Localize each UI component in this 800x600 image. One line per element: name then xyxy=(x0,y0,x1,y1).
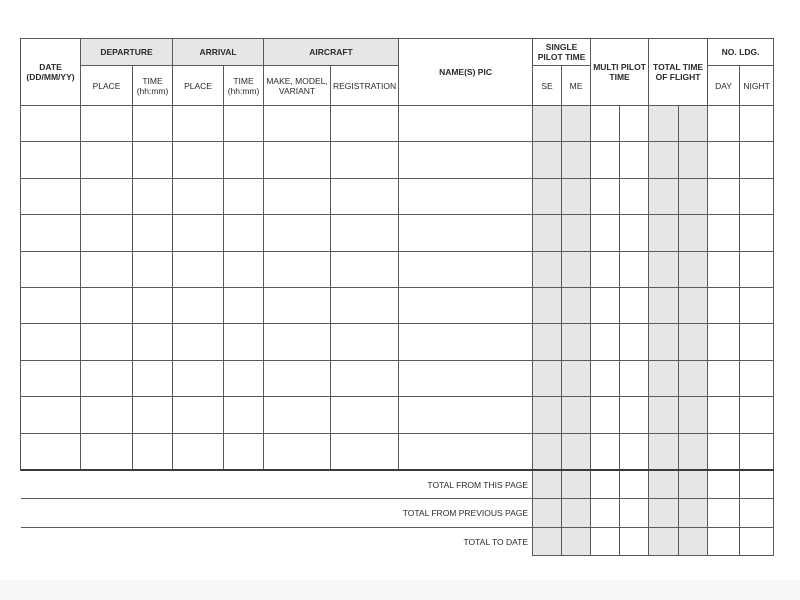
total-flight-cell[interactable] xyxy=(649,251,679,287)
me-cell[interactable] xyxy=(562,324,591,360)
arrival-place-cell[interactable] xyxy=(173,287,224,323)
me-cell[interactable] xyxy=(562,287,591,323)
multi-pilot-cell[interactable] xyxy=(620,215,649,251)
arrival-time-cell[interactable] xyxy=(224,360,264,396)
date-cell[interactable] xyxy=(21,397,81,433)
se-cell[interactable] xyxy=(533,142,562,178)
night-ldg-cell[interactable] xyxy=(740,106,774,142)
pic-name-cell[interactable] xyxy=(399,287,533,323)
se-cell[interactable] xyxy=(533,360,562,396)
day-ldg-cell[interactable] xyxy=(708,324,740,360)
me-cell[interactable] xyxy=(562,433,591,470)
arrival-time-cell[interactable] xyxy=(224,142,264,178)
total-previous-page-row xyxy=(21,499,774,527)
sum-cell[interactable] xyxy=(740,527,774,555)
multi-pilot-time-header: MULTI PILOT TIME xyxy=(591,39,649,106)
pic-name-cell[interactable] xyxy=(399,106,533,142)
blank-area xyxy=(21,499,399,527)
me-cell[interactable] xyxy=(562,178,591,214)
total-flight-cell[interactable] xyxy=(649,215,679,251)
registration-cell[interactable] xyxy=(331,287,399,323)
total-flight-cell[interactable] xyxy=(679,106,708,142)
sum-cell[interactable] xyxy=(649,470,679,499)
blank-area xyxy=(21,470,399,499)
total-flight-cell[interactable] xyxy=(679,360,708,396)
se-cell[interactable] xyxy=(533,106,562,142)
multi-pilot-cell[interactable] xyxy=(620,360,649,396)
total-previous-page-label: TOTAL FROM PREVIOUS PAGE xyxy=(399,499,533,527)
arrival-time-cell[interactable] xyxy=(224,397,264,433)
date-cell[interactable] xyxy=(21,106,81,142)
multi-pilot-cell[interactable] xyxy=(620,287,649,323)
departure-place-cell[interactable] xyxy=(81,324,133,360)
departure-time-cell[interactable] xyxy=(133,433,173,470)
night-ldg-cell[interactable] xyxy=(740,360,774,396)
logbook-table xyxy=(20,38,774,556)
log-entry-row xyxy=(21,215,774,251)
registration-cell[interactable] xyxy=(331,251,399,287)
make-model-cell[interactable] xyxy=(264,360,331,396)
arrival-place-cell[interactable] xyxy=(173,360,224,396)
sum-cell[interactable] xyxy=(533,470,562,499)
registration-cell[interactable] xyxy=(331,324,399,360)
date-header: DATE (DD/MM/YY) xyxy=(21,39,81,106)
sum-cell[interactable] xyxy=(562,470,591,499)
arrival-time-cell[interactable] xyxy=(224,106,264,142)
registration-cell[interactable] xyxy=(331,106,399,142)
multi-pilot-cell[interactable] xyxy=(591,287,620,323)
sum-cell[interactable] xyxy=(591,527,620,555)
multi-pilot-cell[interactable] xyxy=(620,106,649,142)
total-to-date-label: TOTAL TO DATE xyxy=(399,527,533,555)
sum-cell[interactable] xyxy=(620,527,649,555)
arrival-time-cell[interactable] xyxy=(224,324,264,360)
pic-name-cell[interactable] xyxy=(399,215,533,251)
sum-cell[interactable] xyxy=(679,527,708,555)
total-flight-cell[interactable] xyxy=(679,397,708,433)
departure-place-cell[interactable] xyxy=(81,178,133,214)
me-cell[interactable] xyxy=(562,215,591,251)
sum-cell[interactable] xyxy=(649,527,679,555)
header-row-top xyxy=(21,39,774,66)
arrival-time-cell[interactable] xyxy=(224,215,264,251)
make-model-cell[interactable] xyxy=(264,251,331,287)
me-header: ME xyxy=(562,66,591,106)
make-model-cell[interactable] xyxy=(264,324,331,360)
date-cell[interactable] xyxy=(21,142,81,178)
registration-cell[interactable] xyxy=(331,215,399,251)
departure-place-cell[interactable] xyxy=(81,287,133,323)
day-ldg-cell[interactable] xyxy=(708,178,740,214)
total-to-date-row xyxy=(21,527,774,555)
footer-strip xyxy=(0,580,800,600)
total-this-page-row xyxy=(21,470,774,499)
total-flight-cell[interactable] xyxy=(649,324,679,360)
departure-time-cell[interactable] xyxy=(133,397,173,433)
departure-header: DEPARTURE xyxy=(81,39,173,66)
multi-pilot-cell[interactable] xyxy=(591,142,620,178)
registration-header: REGISTRATION xyxy=(331,66,399,106)
se-cell[interactable] xyxy=(533,397,562,433)
date-cell[interactable] xyxy=(21,287,81,323)
sum-cell[interactable] xyxy=(562,499,591,527)
day-ldg-cell[interactable] xyxy=(708,433,740,470)
departure-place-cell[interactable] xyxy=(81,215,133,251)
me-cell[interactable] xyxy=(562,397,591,433)
total-this-page-label: TOTAL FROM THIS PAGE xyxy=(399,470,533,499)
arrival-place-cell[interactable] xyxy=(173,324,224,360)
pic-name-cell[interactable] xyxy=(399,433,533,470)
date-cell[interactable] xyxy=(21,178,81,214)
date-cell[interactable] xyxy=(21,324,81,360)
arrival-place-header: PLACE xyxy=(173,66,224,106)
aircraft-header: AIRCRAFT xyxy=(264,39,399,66)
arrival-place-cell[interactable] xyxy=(173,106,224,142)
day-ldg-cell[interactable] xyxy=(708,142,740,178)
make-model-cell[interactable] xyxy=(264,287,331,323)
total-flight-cell[interactable] xyxy=(679,178,708,214)
total-flight-cell[interactable] xyxy=(649,142,679,178)
se-cell[interactable] xyxy=(533,215,562,251)
log-entry-row xyxy=(21,251,774,287)
arrival-time-cell[interactable] xyxy=(224,433,264,470)
arrival-place-cell[interactable] xyxy=(173,251,224,287)
sum-cell[interactable] xyxy=(740,499,774,527)
names-pic-header: NAME(S) PIC xyxy=(399,39,533,106)
multi-pilot-cell[interactable] xyxy=(620,433,649,470)
me-cell[interactable] xyxy=(562,106,591,142)
departure-place-cell[interactable] xyxy=(81,360,133,396)
log-entry-row xyxy=(21,287,774,323)
registration-cell[interactable] xyxy=(331,178,399,214)
make-model-cell[interactable] xyxy=(264,433,331,470)
date-cell[interactable] xyxy=(21,215,81,251)
arrival-header: ARRIVAL xyxy=(173,39,264,66)
single-pilot-time-header: SINGLE PILOT TIME xyxy=(533,39,591,66)
departure-place-header: PLACE xyxy=(81,66,133,106)
day-ldg-cell[interactable] xyxy=(708,251,740,287)
multi-pilot-cell[interactable] xyxy=(620,324,649,360)
sum-cell[interactable] xyxy=(620,470,649,499)
multi-pilot-cell[interactable] xyxy=(591,215,620,251)
registration-cell[interactable] xyxy=(331,142,399,178)
pic-name-cell[interactable] xyxy=(399,397,533,433)
day-header: DAY xyxy=(708,66,740,106)
make-model-cell[interactable] xyxy=(264,397,331,433)
sum-cell[interactable] xyxy=(679,499,708,527)
registration-cell[interactable] xyxy=(331,397,399,433)
total-flight-cell[interactable] xyxy=(649,433,679,470)
se-cell[interactable] xyxy=(533,287,562,323)
total-flight-cell[interactable] xyxy=(679,142,708,178)
pic-name-cell[interactable] xyxy=(399,251,533,287)
me-cell[interactable] xyxy=(562,360,591,396)
log-entry-row xyxy=(21,397,774,433)
sum-cell[interactable] xyxy=(679,470,708,499)
log-entry-row xyxy=(21,106,774,142)
multi-pilot-cell[interactable] xyxy=(591,433,620,470)
departure-place-cell[interactable] xyxy=(81,397,133,433)
multi-pilot-cell[interactable] xyxy=(591,106,620,142)
departure-time-cell[interactable] xyxy=(133,360,173,396)
total-flight-cell[interactable] xyxy=(679,251,708,287)
arrival-time-cell[interactable] xyxy=(224,178,264,214)
day-ldg-cell[interactable] xyxy=(708,287,740,323)
se-cell[interactable] xyxy=(533,178,562,214)
multi-pilot-cell[interactable] xyxy=(620,397,649,433)
sum-cell[interactable] xyxy=(708,527,740,555)
se-cell[interactable] xyxy=(533,324,562,360)
blank-area xyxy=(21,527,399,555)
sum-cell[interactable] xyxy=(533,527,562,555)
day-ldg-cell[interactable] xyxy=(708,106,740,142)
night-ldg-cell[interactable] xyxy=(740,178,774,214)
multi-pilot-cell[interactable] xyxy=(591,251,620,287)
departure-place-cell[interactable] xyxy=(81,142,133,178)
multi-pilot-cell[interactable] xyxy=(591,324,620,360)
registration-cell[interactable] xyxy=(331,433,399,470)
make-model-variant-header: MAKE, MODEL, VARIANT xyxy=(264,66,331,106)
sum-cell[interactable] xyxy=(562,527,591,555)
night-ldg-cell[interactable] xyxy=(740,433,774,470)
arrival-place-cell[interactable] xyxy=(173,433,224,470)
log-entry-row xyxy=(21,360,774,396)
log-entry-row xyxy=(21,433,774,470)
departure-time-cell[interactable] xyxy=(133,251,173,287)
night-ldg-cell[interactable] xyxy=(740,324,774,360)
date-cell[interactable] xyxy=(21,251,81,287)
total-flight-cell[interactable] xyxy=(649,360,679,396)
sum-cell[interactable] xyxy=(740,470,774,499)
arrival-place-cell[interactable] xyxy=(173,397,224,433)
log-entry-row xyxy=(21,324,774,360)
registration-cell[interactable] xyxy=(331,360,399,396)
me-cell[interactable] xyxy=(562,251,591,287)
log-entry-row xyxy=(21,178,774,214)
date-cell[interactable] xyxy=(21,433,81,470)
sum-cell[interactable] xyxy=(591,470,620,499)
departure-place-cell[interactable] xyxy=(81,433,133,470)
arrival-place-cell[interactable] xyxy=(173,142,224,178)
total-flight-cell[interactable] xyxy=(679,287,708,323)
se-cell[interactable] xyxy=(533,251,562,287)
departure-time-cell[interactable] xyxy=(133,106,173,142)
total-flight-cell[interactable] xyxy=(679,324,708,360)
multi-pilot-cell[interactable] xyxy=(620,251,649,287)
arrival-time-header: TIME (hh:mm) xyxy=(224,66,264,106)
log-entry-row xyxy=(21,142,774,178)
total-flight-cell[interactable] xyxy=(649,397,679,433)
departure-time-cell[interactable] xyxy=(133,215,173,251)
arrival-time-cell[interactable] xyxy=(224,287,264,323)
night-ldg-cell[interactable] xyxy=(740,397,774,433)
sum-cell[interactable] xyxy=(708,499,740,527)
night-ldg-cell[interactable] xyxy=(740,142,774,178)
make-model-cell[interactable] xyxy=(264,142,331,178)
total-flight-cell[interactable] xyxy=(649,287,679,323)
multi-pilot-cell[interactable] xyxy=(591,360,620,396)
total-flight-cell[interactable] xyxy=(679,215,708,251)
pic-name-cell[interactable] xyxy=(399,142,533,178)
sum-cell[interactable] xyxy=(649,499,679,527)
date-cell[interactable] xyxy=(21,360,81,396)
pic-name-cell[interactable] xyxy=(399,178,533,214)
arrival-place-cell[interactable] xyxy=(173,215,224,251)
day-ldg-cell[interactable] xyxy=(708,397,740,433)
me-cell[interactable] xyxy=(562,142,591,178)
se-cell[interactable] xyxy=(533,433,562,470)
departure-time-cell[interactable] xyxy=(133,324,173,360)
sum-cell[interactable] xyxy=(708,470,740,499)
day-ldg-cell[interactable] xyxy=(708,360,740,396)
departure-place-cell[interactable] xyxy=(81,251,133,287)
total-flight-cell[interactable] xyxy=(649,178,679,214)
multi-pilot-cell[interactable] xyxy=(591,178,620,214)
se-header: SE xyxy=(533,66,562,106)
night-ldg-cell[interactable] xyxy=(740,287,774,323)
multi-pilot-cell[interactable] xyxy=(591,397,620,433)
arrival-place-cell[interactable] xyxy=(173,178,224,214)
entry-rows xyxy=(21,106,774,470)
departure-place-cell[interactable] xyxy=(81,106,133,142)
departure-time-cell[interactable] xyxy=(133,287,173,323)
night-ldg-cell[interactable] xyxy=(740,215,774,251)
pic-name-cell[interactable] xyxy=(399,360,533,396)
departure-time-cell[interactable] xyxy=(133,142,173,178)
no-ldg-header: NO. LDG. xyxy=(708,39,774,66)
total-flight-cell[interactable] xyxy=(649,106,679,142)
night-header: NIGHT xyxy=(740,66,774,106)
pic-name-cell[interactable] xyxy=(399,324,533,360)
day-ldg-cell[interactable] xyxy=(708,215,740,251)
departure-time-header: TIME (hh:mm) xyxy=(133,66,173,106)
total-flight-cell[interactable] xyxy=(679,433,708,470)
sum-cell[interactable] xyxy=(533,499,562,527)
sum-cell[interactable] xyxy=(591,499,620,527)
multi-pilot-cell[interactable] xyxy=(620,142,649,178)
departure-time-cell[interactable] xyxy=(133,178,173,214)
make-model-cell[interactable] xyxy=(264,178,331,214)
total-time-of-flight-header: TOTAL TIME OF FLIGHT xyxy=(649,39,708,106)
make-model-cell[interactable] xyxy=(264,215,331,251)
multi-pilot-cell[interactable] xyxy=(620,178,649,214)
make-model-cell[interactable] xyxy=(264,106,331,142)
sum-cell[interactable] xyxy=(620,499,649,527)
night-ldg-cell[interactable] xyxy=(740,251,774,287)
arrival-time-cell[interactable] xyxy=(224,251,264,287)
